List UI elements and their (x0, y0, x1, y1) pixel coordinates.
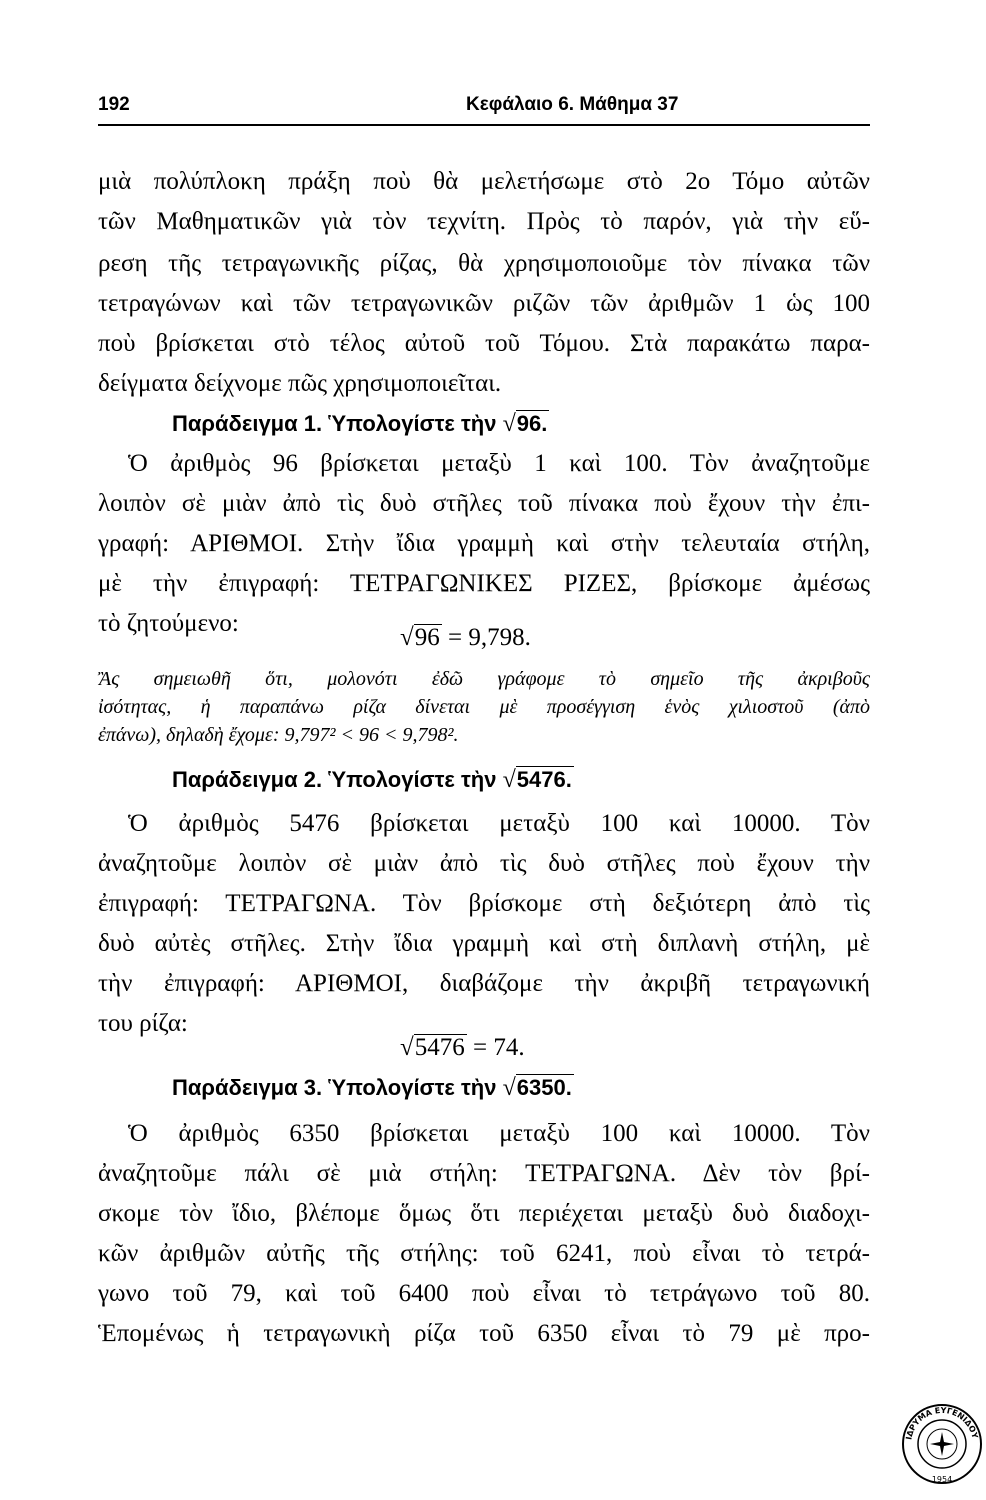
example-1-note-line: ἰσότητας, ἡ παραπάνω ρίζα δίνεται μὲ προσέγγιση ἑνὸς χιλιοστοῦ (ἀπὸ (98, 696, 870, 718)
running-head (98, 92, 870, 126)
example-2-heading (172, 764, 574, 796)
intro-line: δείγματα δείχνομε πῶς χρησιμοποιεῖται. (98, 370, 502, 397)
svg-text:ΙΔΡΥΜΑ ΕΥΓΕΝΙΔΟΥ: ΙΔΡΥΜΑ ΕΥΓΕΝΙΔΟΥ (904, 1405, 980, 1441)
intro-line: τετραγώνων καὶ τῶν τετραγωνικῶν ριζῶν τῶν ἀριθμῶν 1 ὡς 100 (98, 290, 870, 317)
example-2-line: του ρίζα: (98, 1010, 188, 1037)
example-2-line: Ὁ ἀριθμὸς 5476 βρίσκεται μεταξὺ 100 καὶ 10000. Τὸν (128, 810, 870, 837)
example-1-line: μὲ τὴν ἐπιγραφή: ΤΕΤΡΑΓΩΝΙΚΕΣ ΡΙΖΕΣ, βρίσκομε ἀμέσως (98, 570, 870, 597)
formula-radicand: 96 (414, 624, 440, 651)
library-stamp (900, 1402, 984, 1486)
radical-sign: √ (400, 624, 414, 651)
formula-radicand: 5476 (414, 1034, 465, 1061)
formula-result: = 74. (472, 1034, 525, 1061)
example-1-line: γραφή: ΑΡΙΘΜΟΙ. Στὴν ἴδια γραμμὴ καὶ στὴν τελευταία στήλη, (98, 530, 870, 557)
chapter-title: Κεφάλαιο 6. Μάθημα 37 (466, 94, 679, 115)
example-1-heading (172, 408, 549, 440)
radical-sign: √ (502, 1075, 516, 1101)
intro-line: ρεση τῆς τετραγωνικῆς ρίζας, θὰ χρησιμοποιοῦμε τὸν πίνακα τῶν (98, 250, 870, 277)
example-2-formula (400, 1032, 525, 1064)
example-2-line: δυὸ αὐτὲς στῆλες. Στὴν ἴδια γραμμὴ καὶ στὴ διπλανὴ στήλη, μὲ (98, 930, 870, 957)
example-1-formula (400, 622, 531, 654)
intro-line: μιὰ πολύπλοκη πράξη ποὺ θὰ μελετήσωμε στὸ 2ο Τόμο αὐτῶν (98, 168, 870, 195)
example-1-note-line: Ἂς σημειωθῆ ὅτι, μολονότι ἐδῶ γράφομε τὸ σημεῖο τῆς ἀκριβοῦς (98, 668, 870, 690)
example-2-line: ἐπιγραφή: ΤΕΤΡΑΓΩΝΑ. Τὸν βρίσκομε στὴ δεξιότερη ἀπὸ τὶς (98, 890, 870, 917)
example-1-note-line: ἐπάνω), δηλαδὴ ἔχομε: 9,797² < 96 < 9,798². (98, 724, 459, 746)
example-3-heading (172, 1072, 574, 1104)
example-3-line: Ἑπομένως ἡ τετραγωνικὴ ρίζα τοῦ 6350 εἶναι τὸ 79 μὲ προ- (98, 1320, 870, 1347)
intro-line: ποὺ βρίσκεται στὸ τέλος αὐτοῦ τοῦ Τόμου. Στὰ παρακάτω παρα- (98, 330, 870, 357)
example-3-line: σκομε τὸν ἴδιο, βλέπομε ὅμως ὅτι περιέχεται μεταξὺ δυὸ διαδοχι- (98, 1200, 870, 1227)
example-1-line: λοιπὸν σὲ μιὰν ἀπὸ τὶς δυὸ στῆλες τοῦ πίνακα ποὺ ἔχουν τὴν ἐπι- (98, 490, 870, 517)
example-2-line: ἀναζητοῦμε λοιπὸν σὲ μιὰν ἀπὸ τὶς δυὸ στῆλες ποὺ ἔχουν τὴν (98, 850, 870, 877)
radical-sign: √ (502, 411, 516, 437)
example-3-heading-text: Παράδειγμα 3. Ὑπολογίστε τὴν (172, 1075, 497, 1100)
example-2-heading-text: Παράδειγμα 2. Ὑπολογίστε τὴν (172, 767, 497, 792)
example-1-heading-text: Παράδειγμα 1. Ὑπολογίστε τὴν (172, 411, 497, 436)
example-3-line: κῶν ἀριθμῶν αὐτῆς τῆς στήλης: τοῦ 6241, ποὺ εἶναι τὸ τετρά- (98, 1240, 870, 1267)
example-3-line: Ὁ ἀριθμὸς 6350 βρίσκεται μεταξὺ 100 καὶ 10000. Τὸν (128, 1120, 870, 1147)
example-1-line: Ὁ ἀριθμὸς 96 βρίσκεται μεταξὺ 1 καὶ 100. Τὸν ἀναζητοῦμε (128, 450, 870, 477)
example-1-radicand: 96. (516, 411, 548, 436)
example-3-radicand: 6350. (516, 1075, 572, 1100)
example-2-radicand: 5476. (516, 767, 572, 792)
radical-sign: √ (400, 1034, 414, 1061)
example-3-line: γωνο τοῦ 79, καὶ τοῦ 6400 ποὺ εἶναι τὸ τετράγωνο τοῦ 80. (98, 1280, 870, 1307)
example-1-line: τὸ ζητούμενο: (98, 610, 239, 637)
example-3-line: ἀναζητοῦμε πάλι σὲ μιὰ στήλη: ΤΕΤΡΑΓΩΝΑ. Δὲν τὸν βρί- (98, 1160, 870, 1187)
example-2-line: τὴν ἐπιγραφή: ΑΡΙΘΜΟΙ, διαβάζομε τὴν ἀκριβῆ τετραγωνική (98, 970, 870, 997)
stamp-year: 1954 (931, 1475, 953, 1484)
intro-line: τῶν Μαθηματικῶν γιὰ τὸν τεχνίτη. Πρὸς τὸ παρόν, γιὰ τὴν εὕ- (98, 208, 870, 235)
formula-result: = 9,798. (447, 624, 531, 651)
page-number: 192 (98, 94, 130, 115)
radical-sign: √ (502, 767, 516, 793)
